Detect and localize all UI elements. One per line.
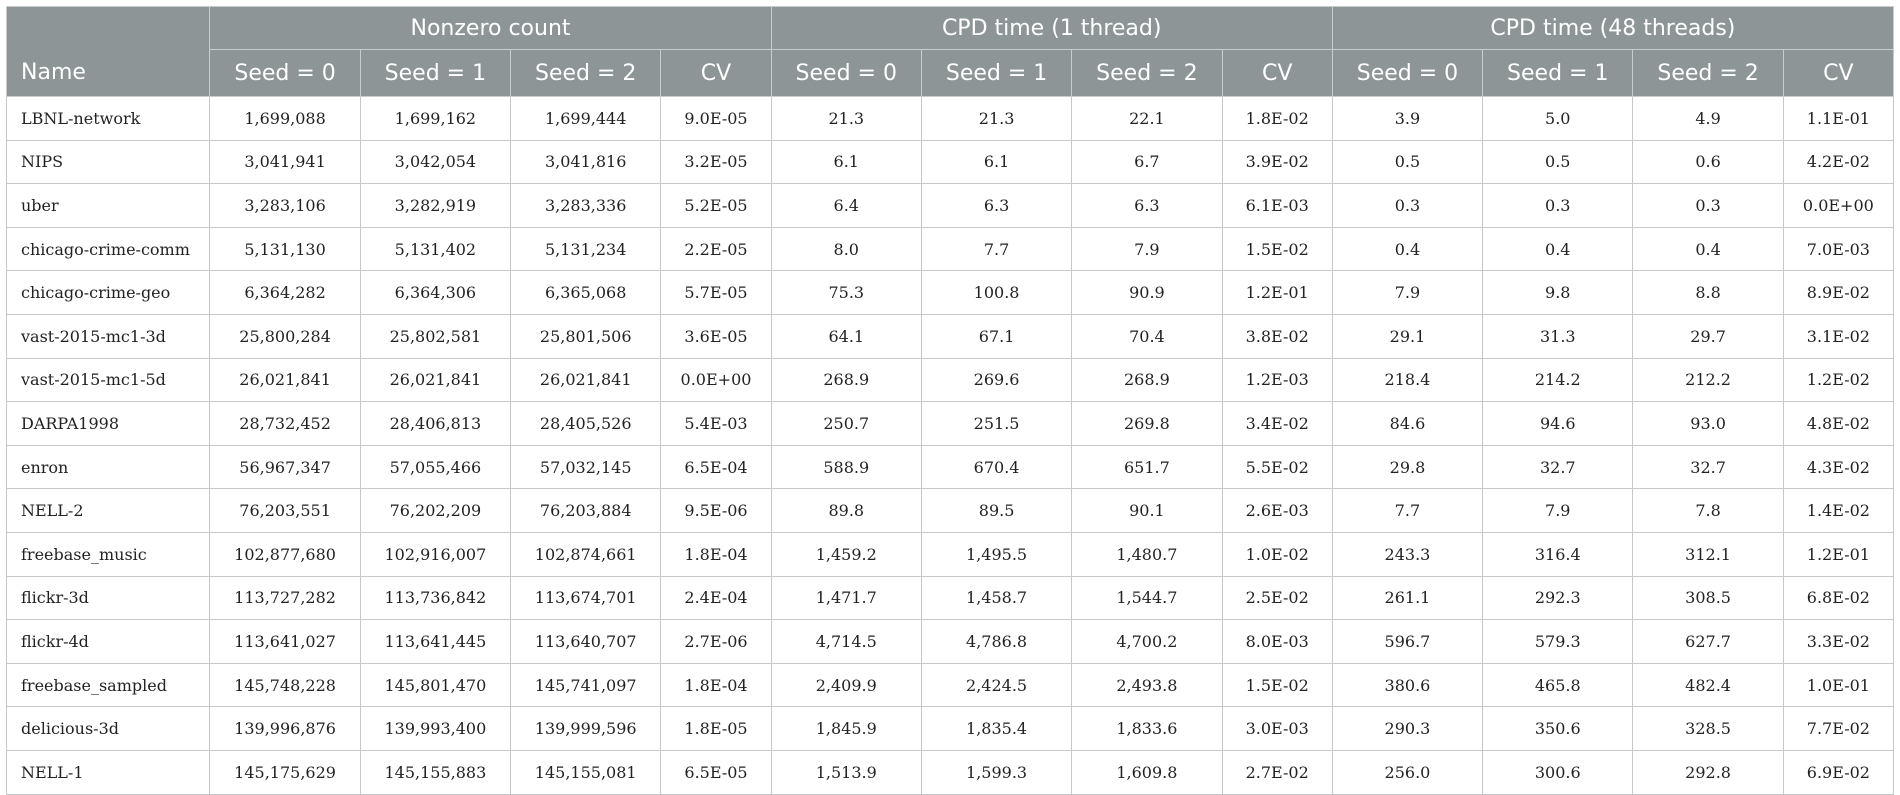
table-cell: 0.3 bbox=[1483, 184, 1633, 228]
table-cell: 292.3 bbox=[1483, 576, 1633, 620]
table-cell: 482.4 bbox=[1633, 663, 1783, 707]
table-row bbox=[7, 271, 1894, 315]
table-cell: 113,674,701 bbox=[511, 576, 661, 620]
column-header-nonzero-seed-1: Seed = 1 bbox=[360, 50, 510, 97]
table-cell: 0.6 bbox=[1633, 140, 1783, 184]
table-cell: 5.0 bbox=[1483, 97, 1633, 141]
column-header-cpd1-seed-1: Seed = 1 bbox=[921, 50, 1071, 97]
table-cell: 113,640,707 bbox=[511, 620, 661, 664]
table-cell: 7.8 bbox=[1633, 489, 1783, 533]
table-cell: 89.5 bbox=[921, 489, 1071, 533]
table-cell: 9.0E-05 bbox=[661, 97, 771, 141]
table-cell: 6,364,282 bbox=[210, 271, 360, 315]
table-cell: 1.0E-01 bbox=[1783, 663, 1893, 707]
table-cell: 102,877,680 bbox=[210, 532, 360, 576]
table-cell: 9.8 bbox=[1483, 271, 1633, 315]
table-cell: 1,699,444 bbox=[511, 97, 661, 141]
table-cell: 1,495.5 bbox=[921, 532, 1071, 576]
table-cell: 0.5 bbox=[1332, 140, 1482, 184]
table-cell: 93.0 bbox=[1633, 402, 1783, 446]
table-cell: 25,801,506 bbox=[511, 314, 661, 358]
table-cell: 139,993,400 bbox=[360, 707, 510, 751]
table-cell: 2.7E-02 bbox=[1222, 750, 1332, 794]
table-cell: 1.8E-04 bbox=[661, 532, 771, 576]
table-cell: 1,480.7 bbox=[1072, 532, 1222, 576]
table-cell: 32.7 bbox=[1483, 445, 1633, 489]
table-cell: 269.8 bbox=[1072, 402, 1222, 446]
table-cell: 2,409.9 bbox=[771, 663, 921, 707]
table-cell: 1,609.8 bbox=[1072, 750, 1222, 794]
column-header-nonzero-seed-2: Seed = 2 bbox=[511, 50, 661, 97]
table-cell: 251.5 bbox=[921, 402, 1071, 446]
table-cell: 5.2E-05 bbox=[661, 184, 771, 228]
column-header-cpd48-seed-1: Seed = 1 bbox=[1483, 50, 1633, 97]
group-header-cpd-1-thread: CPD time (1 thread) bbox=[771, 7, 1332, 50]
table-cell: 268.9 bbox=[1072, 358, 1222, 402]
row-name-cell: DARPA1998 bbox=[7, 402, 210, 446]
table-cell: 1.5E-02 bbox=[1222, 227, 1332, 271]
table-cell: 8.8 bbox=[1633, 271, 1783, 315]
table-row bbox=[7, 532, 1894, 576]
column-header-cpd1-cv: CV bbox=[1222, 50, 1332, 97]
table-cell: 1,699,162 bbox=[360, 97, 510, 141]
table-row bbox=[7, 314, 1894, 358]
table-cell: 588.9 bbox=[771, 445, 921, 489]
table-cell: 145,175,629 bbox=[210, 750, 360, 794]
table-cell: 0.3 bbox=[1332, 184, 1482, 228]
row-name-cell: NIPS bbox=[7, 140, 210, 184]
table-cell: 6.1 bbox=[921, 140, 1071, 184]
row-name-cell: vast-2015-mc1-3d bbox=[7, 314, 210, 358]
table-cell: 8.0 bbox=[771, 227, 921, 271]
table-cell: 145,741,097 bbox=[511, 663, 661, 707]
table-cell: 2.5E-02 bbox=[1222, 576, 1332, 620]
table-cell: 7.7E-02 bbox=[1783, 707, 1893, 751]
table-cell: 1.8E-02 bbox=[1222, 97, 1332, 141]
column-header-cpd1-seed-2: Seed = 2 bbox=[1072, 50, 1222, 97]
table-row bbox=[7, 576, 1894, 620]
table-cell: 26,021,841 bbox=[360, 358, 510, 402]
table-cell: 0.4 bbox=[1483, 227, 1633, 271]
table-row bbox=[7, 445, 1894, 489]
table-cell: 6.4 bbox=[771, 184, 921, 228]
table-cell: 3,041,816 bbox=[511, 140, 661, 184]
table-row bbox=[7, 358, 1894, 402]
table-cell: 31.3 bbox=[1483, 314, 1633, 358]
table-cell: 28,732,452 bbox=[210, 402, 360, 446]
table-cell: 90.9 bbox=[1072, 271, 1222, 315]
table-cell: 0.5 bbox=[1483, 140, 1633, 184]
table-cell: 70.4 bbox=[1072, 314, 1222, 358]
table-row bbox=[7, 140, 1894, 184]
group-header-nonzero-count: Nonzero count bbox=[210, 7, 771, 50]
table-cell: 7.7 bbox=[921, 227, 1071, 271]
table-cell: 7.9 bbox=[1072, 227, 1222, 271]
row-name-cell: uber bbox=[7, 184, 210, 228]
table-cell: 1,459.2 bbox=[771, 532, 921, 576]
column-header-nonzero-cv: CV bbox=[661, 50, 771, 97]
table-cell: 670.4 bbox=[921, 445, 1071, 489]
table-cell: 145,155,081 bbox=[511, 750, 661, 794]
table-cell: 29.8 bbox=[1332, 445, 1482, 489]
table-cell: 2,424.5 bbox=[921, 663, 1071, 707]
table-cell: 0.0E+00 bbox=[1783, 184, 1893, 228]
table-cell: 256.0 bbox=[1332, 750, 1482, 794]
row-name-cell: enron bbox=[7, 445, 210, 489]
table-cell: 3.4E-02 bbox=[1222, 402, 1332, 446]
table-cell: 3,283,106 bbox=[210, 184, 360, 228]
row-name-cell: chicago-crime-geo bbox=[7, 271, 210, 315]
table-cell: 5.4E-03 bbox=[661, 402, 771, 446]
table-cell: 579.3 bbox=[1483, 620, 1633, 664]
table-cell: 76,203,551 bbox=[210, 489, 360, 533]
table-cell: 3.2E-05 bbox=[661, 140, 771, 184]
table-cell: 84.6 bbox=[1332, 402, 1482, 446]
table-cell: 465.8 bbox=[1483, 663, 1633, 707]
table-cell: 328.5 bbox=[1633, 707, 1783, 751]
table-cell: 0.0E+00 bbox=[661, 358, 771, 402]
table-cell: 0.3 bbox=[1633, 184, 1783, 228]
column-header-cpd1-seed-0: Seed = 0 bbox=[771, 50, 921, 97]
table-cell: 2.7E-06 bbox=[661, 620, 771, 664]
table-cell: 350.6 bbox=[1483, 707, 1633, 751]
table-cell: 3.3E-02 bbox=[1783, 620, 1893, 664]
table-row bbox=[7, 402, 1894, 446]
table-cell: 139,999,596 bbox=[511, 707, 661, 751]
table-cell: 7.7 bbox=[1332, 489, 1482, 533]
table-cell: 3.9E-02 bbox=[1222, 140, 1332, 184]
row-name-cell: freebase_music bbox=[7, 532, 210, 576]
table-cell: 28,406,813 bbox=[360, 402, 510, 446]
table-cell: 1,471.7 bbox=[771, 576, 921, 620]
table-cell: 5.5E-02 bbox=[1222, 445, 1332, 489]
header-blank-cell bbox=[7, 7, 210, 50]
table-cell: 113,727,282 bbox=[210, 576, 360, 620]
table-cell: 76,202,209 bbox=[360, 489, 510, 533]
table-cell: 596.7 bbox=[1332, 620, 1482, 664]
table-cell: 6.3 bbox=[921, 184, 1071, 228]
table-cell: 1.2E-03 bbox=[1222, 358, 1332, 402]
table-cell: 6.5E-05 bbox=[661, 750, 771, 794]
table-cell: 4.3E-02 bbox=[1783, 445, 1893, 489]
table-cell: 22.1 bbox=[1072, 97, 1222, 141]
table-cell: 5,131,234 bbox=[511, 227, 661, 271]
table-cell: 3.8E-02 bbox=[1222, 314, 1332, 358]
table-cell: 316.4 bbox=[1483, 532, 1633, 576]
table-cell: 6.1E-03 bbox=[1222, 184, 1332, 228]
table-cell: 57,055,466 bbox=[360, 445, 510, 489]
table-cell: 218.4 bbox=[1332, 358, 1482, 402]
table-row bbox=[7, 707, 1894, 751]
table-cell: 6.7 bbox=[1072, 140, 1222, 184]
table-cell: 102,916,007 bbox=[360, 532, 510, 576]
table-cell: 26,021,841 bbox=[210, 358, 360, 402]
table-cell: 94.6 bbox=[1483, 402, 1633, 446]
table-cell: 6,365,068 bbox=[511, 271, 661, 315]
table-cell: 145,748,228 bbox=[210, 663, 360, 707]
table-cell: 250.7 bbox=[771, 402, 921, 446]
table-cell: 380.6 bbox=[1332, 663, 1482, 707]
table-cell: 3,042,054 bbox=[360, 140, 510, 184]
table-cell: 6.8E-02 bbox=[1783, 576, 1893, 620]
table-row bbox=[7, 489, 1894, 533]
table-cell: 1,835.4 bbox=[921, 707, 1071, 751]
table-row bbox=[7, 227, 1894, 271]
table-cell: 1.2E-02 bbox=[1783, 358, 1893, 402]
table-cell: 25,800,284 bbox=[210, 314, 360, 358]
table-cell: 290.3 bbox=[1332, 707, 1482, 751]
table-cell: 145,801,470 bbox=[360, 663, 510, 707]
table-cell: 292.8 bbox=[1633, 750, 1783, 794]
table-cell: 100.8 bbox=[921, 271, 1071, 315]
table-cell: 29.7 bbox=[1633, 314, 1783, 358]
table-cell: 21.3 bbox=[771, 97, 921, 141]
table-cell: 261.1 bbox=[1332, 576, 1482, 620]
column-header-cpd48-cv: CV bbox=[1783, 50, 1893, 97]
table-cell: 2.4E-04 bbox=[661, 576, 771, 620]
table-cell: 1.4E-02 bbox=[1783, 489, 1893, 533]
table-cell: 7.9 bbox=[1483, 489, 1633, 533]
table-row bbox=[7, 97, 1894, 141]
table-cell: 64.1 bbox=[771, 314, 921, 358]
row-name-cell: NELL-2 bbox=[7, 489, 210, 533]
table-cell: 29.1 bbox=[1332, 314, 1482, 358]
table-cell: 212.2 bbox=[1633, 358, 1783, 402]
table-cell: 0.4 bbox=[1332, 227, 1482, 271]
table-cell: 26,021,841 bbox=[511, 358, 661, 402]
table-cell: 1,845.9 bbox=[771, 707, 921, 751]
table-row bbox=[7, 663, 1894, 707]
table-cell: 6.1 bbox=[771, 140, 921, 184]
table-body bbox=[7, 97, 1894, 795]
row-name-cell: freebase_sampled bbox=[7, 663, 210, 707]
table-cell: 1.1E-01 bbox=[1783, 97, 1893, 141]
table-cell: 1.2E-01 bbox=[1222, 271, 1332, 315]
table-cell: 3.6E-05 bbox=[661, 314, 771, 358]
header-group-row bbox=[7, 7, 1894, 50]
table-cell: 7.9 bbox=[1332, 271, 1482, 315]
table-cell: 2,493.8 bbox=[1072, 663, 1222, 707]
table-cell: 21.3 bbox=[921, 97, 1071, 141]
table-cell: 214.2 bbox=[1483, 358, 1633, 402]
group-header-cpd-48-threads: CPD time (48 threads) bbox=[1332, 7, 1893, 50]
table-cell: 1.5E-02 bbox=[1222, 663, 1332, 707]
table-cell: 651.7 bbox=[1072, 445, 1222, 489]
table-cell: 1,699,088 bbox=[210, 97, 360, 141]
table-cell: 2.2E-05 bbox=[661, 227, 771, 271]
table-cell: 1,513.9 bbox=[771, 750, 921, 794]
table-cell: 4,700.2 bbox=[1072, 620, 1222, 664]
table-cell: 4,714.5 bbox=[771, 620, 921, 664]
table-cell: 6.5E-04 bbox=[661, 445, 771, 489]
table-cell: 32.7 bbox=[1633, 445, 1783, 489]
table-cell: 3,283,336 bbox=[511, 184, 661, 228]
table-cell: 113,641,027 bbox=[210, 620, 360, 664]
header-column-row bbox=[7, 50, 1894, 97]
table-cell: 1,544.7 bbox=[1072, 576, 1222, 620]
table-header bbox=[7, 7, 1894, 97]
table-cell: 5,131,130 bbox=[210, 227, 360, 271]
table-cell: 113,641,445 bbox=[360, 620, 510, 664]
table-cell: 3.9 bbox=[1332, 97, 1482, 141]
row-name-cell: flickr-4d bbox=[7, 620, 210, 664]
table-cell: 4.2E-02 bbox=[1783, 140, 1893, 184]
results-table bbox=[6, 6, 1894, 795]
table-cell: 145,155,883 bbox=[360, 750, 510, 794]
table-row bbox=[7, 620, 1894, 664]
table-cell: 4.8E-02 bbox=[1783, 402, 1893, 446]
table-cell: 102,874,661 bbox=[511, 532, 661, 576]
table-cell: 25,802,581 bbox=[360, 314, 510, 358]
table-cell: 90.1 bbox=[1072, 489, 1222, 533]
column-header-nonzero-seed-0: Seed = 0 bbox=[210, 50, 360, 97]
table-cell: 1,833.6 bbox=[1072, 707, 1222, 751]
table-cell: 4,786.8 bbox=[921, 620, 1071, 664]
table-cell: 627.7 bbox=[1633, 620, 1783, 664]
table-cell: 312.1 bbox=[1633, 532, 1783, 576]
table-row bbox=[7, 184, 1894, 228]
table-cell: 113,736,842 bbox=[360, 576, 510, 620]
table-cell: 76,203,884 bbox=[511, 489, 661, 533]
table-cell: 7.0E-03 bbox=[1783, 227, 1893, 271]
table-cell: 8.9E-02 bbox=[1783, 271, 1893, 315]
table-cell: 1.2E-01 bbox=[1783, 532, 1893, 576]
table-cell: 1.0E-02 bbox=[1222, 532, 1332, 576]
row-name-cell: NELL-1 bbox=[7, 750, 210, 794]
table-cell: 139,996,876 bbox=[210, 707, 360, 751]
table-cell: 57,032,145 bbox=[511, 445, 661, 489]
table-cell: 2.6E-03 bbox=[1222, 489, 1332, 533]
column-header-cpd48-seed-2: Seed = 2 bbox=[1633, 50, 1783, 97]
row-name-cell: LBNL-network bbox=[7, 97, 210, 141]
table-cell: 5,131,402 bbox=[360, 227, 510, 271]
row-name-cell: vast-2015-mc1-5d bbox=[7, 358, 210, 402]
table-cell: 243.3 bbox=[1332, 532, 1482, 576]
table-cell: 75.3 bbox=[771, 271, 921, 315]
table-cell: 6,364,306 bbox=[360, 271, 510, 315]
table-cell: 1.8E-05 bbox=[661, 707, 771, 751]
table-cell: 3,041,941 bbox=[210, 140, 360, 184]
table-cell: 3.1E-02 bbox=[1783, 314, 1893, 358]
table-cell: 0.4 bbox=[1633, 227, 1783, 271]
table-cell: 6.9E-02 bbox=[1783, 750, 1893, 794]
table-cell: 268.9 bbox=[771, 358, 921, 402]
table-cell: 1.8E-04 bbox=[661, 663, 771, 707]
table-cell: 300.6 bbox=[1483, 750, 1633, 794]
row-name-cell: chicago-crime-comm bbox=[7, 227, 210, 271]
table-row bbox=[7, 750, 1894, 794]
table-cell: 4.9 bbox=[1633, 97, 1783, 141]
column-header-cpd48-seed-0: Seed = 0 bbox=[1332, 50, 1482, 97]
table-cell: 1,458.7 bbox=[921, 576, 1071, 620]
table-cell: 1,599.3 bbox=[921, 750, 1071, 794]
table-cell: 269.6 bbox=[921, 358, 1071, 402]
table-cell: 5.7E-05 bbox=[661, 271, 771, 315]
row-name-cell: delicious-3d bbox=[7, 707, 210, 751]
table-cell: 3,282,919 bbox=[360, 184, 510, 228]
table-cell: 3.0E-03 bbox=[1222, 707, 1332, 751]
table-cell: 308.5 bbox=[1633, 576, 1783, 620]
table-cell: 8.0E-03 bbox=[1222, 620, 1332, 664]
column-header-name: Name bbox=[7, 50, 210, 97]
table-cell: 28,405,526 bbox=[511, 402, 661, 446]
table-cell: 9.5E-06 bbox=[661, 489, 771, 533]
row-name-cell: flickr-3d bbox=[7, 576, 210, 620]
table-cell: 67.1 bbox=[921, 314, 1071, 358]
table-cell: 56,967,347 bbox=[210, 445, 360, 489]
table-cell: 6.3 bbox=[1072, 184, 1222, 228]
table-cell: 89.8 bbox=[771, 489, 921, 533]
